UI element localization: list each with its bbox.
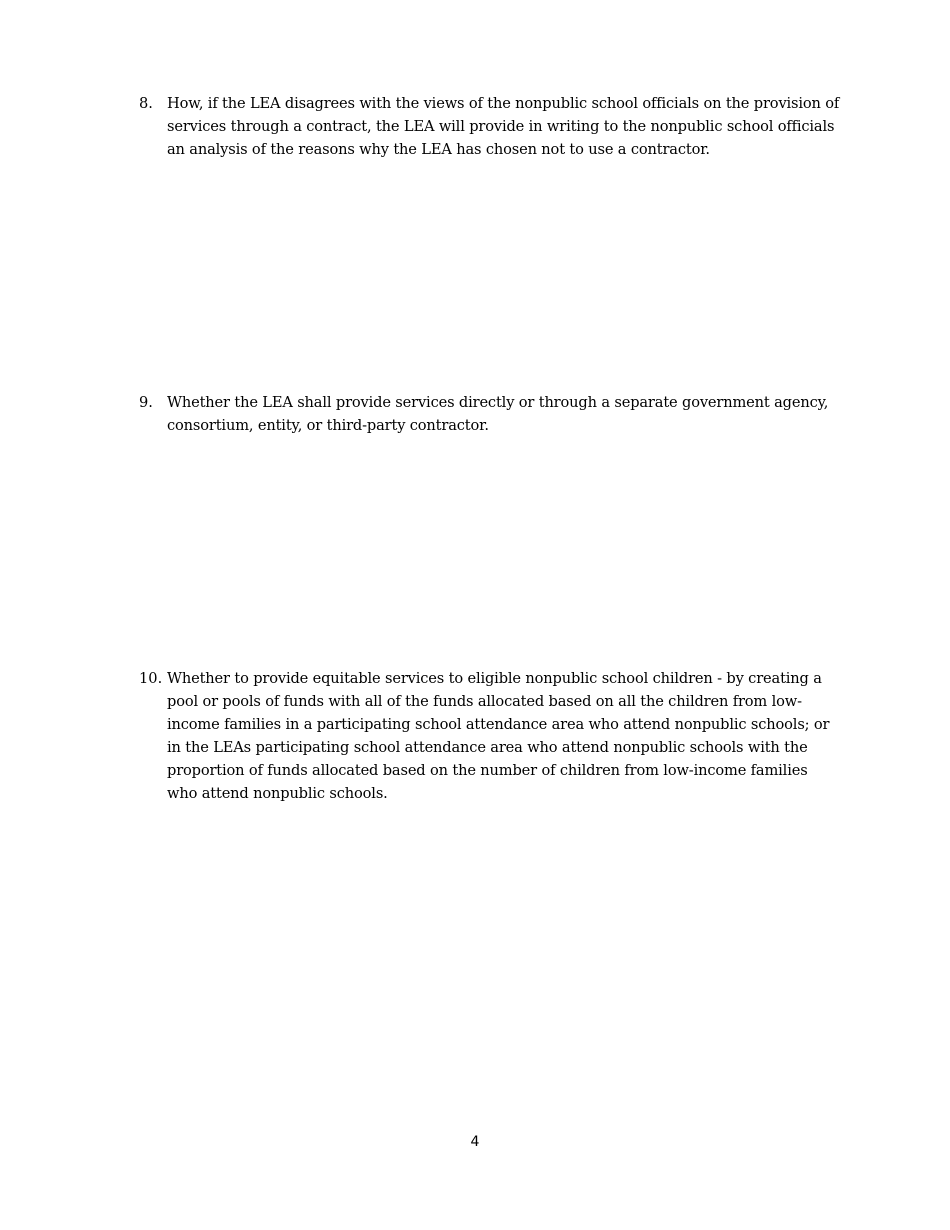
item-number: 10.	[139, 670, 163, 687]
text-line: who attend nonpublic schools.	[167, 785, 388, 802]
text-line: Whether the LEA shall provide services directly or through a separate government agency,	[167, 394, 829, 411]
text-line: Whether to provide equitable services to eligible nonpublic school children - by creating a	[167, 670, 822, 687]
item-number: 9.	[139, 394, 153, 411]
text-line: an analysis of the reasons why the LEA has chosen not to use a contractor.	[167, 141, 710, 158]
text-line: income families in a participating school attendance area who attend nonpublic schools; or	[167, 716, 830, 733]
item-number: 8.	[139, 95, 153, 112]
text-line: pool or pools of funds with all of the funds allocated based on all the children from low-	[167, 693, 802, 710]
text-line: consortium, entity, or third-party contractor.	[167, 417, 489, 434]
item-text	[167, 391, 842, 437]
page-number: 4	[470, 1134, 480, 1150]
text-line: How, if the LEA disagrees with the views of the nonpublic school officials on the provision of	[167, 95, 840, 112]
item-text	[167, 92, 842, 161]
text-line: services through a contract, the LEA will provide in writing to the nonpublic school officials	[167, 118, 835, 135]
item-text	[167, 667, 842, 805]
text-line: in the LEAs participating school attendance area who attend nonpublic schools with the	[167, 739, 808, 756]
text-line: proportion of funds allocated based on the number of children from low-income families	[167, 762, 808, 779]
